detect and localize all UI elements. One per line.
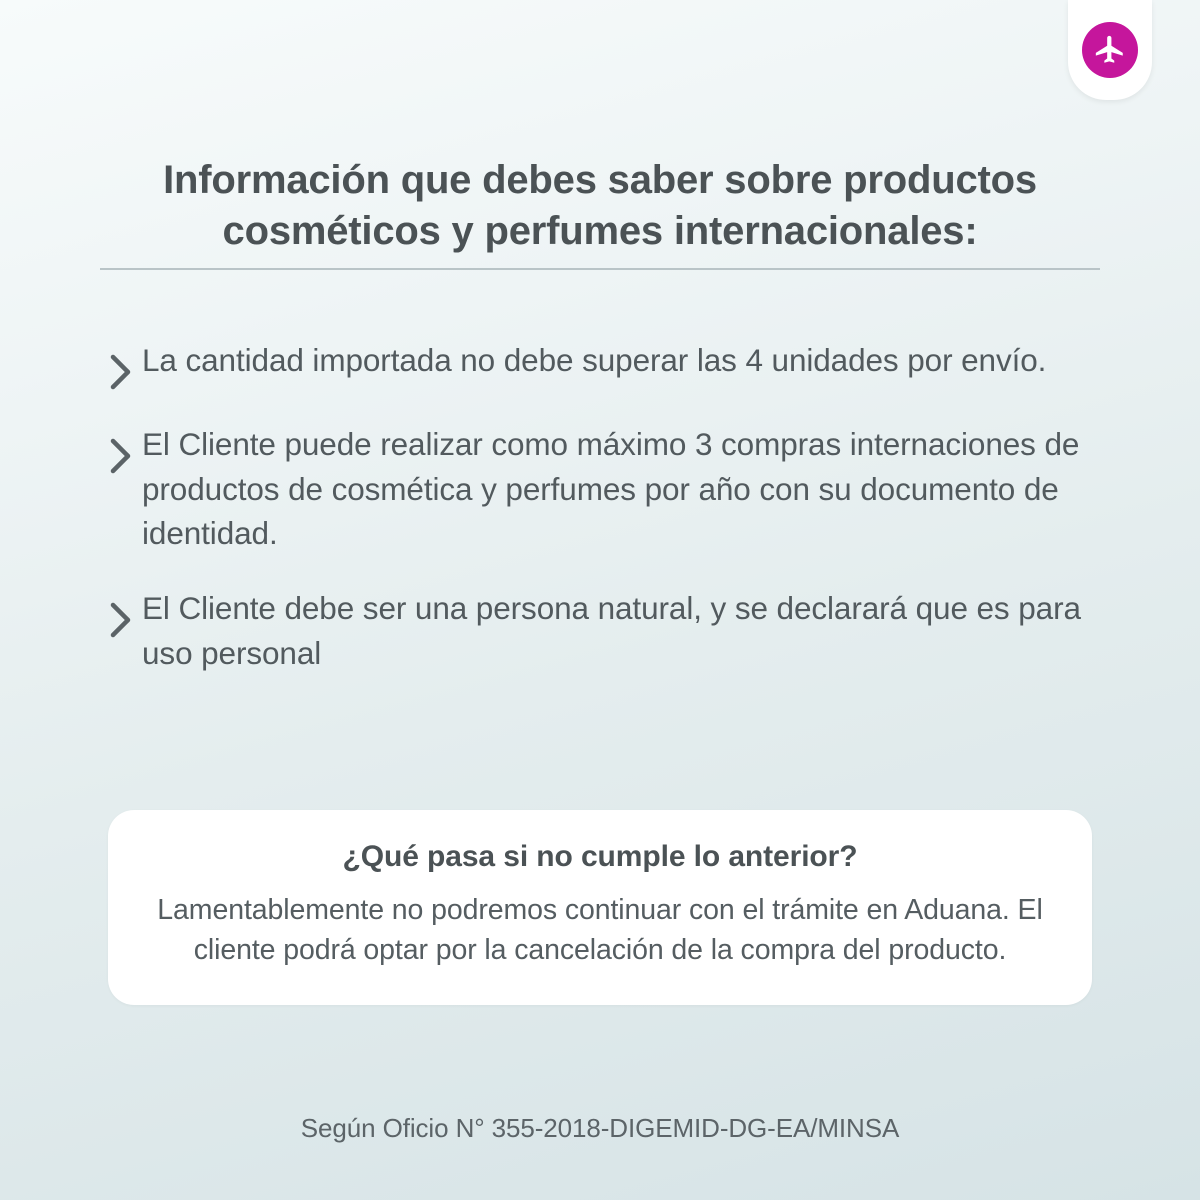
footnote: Según Oficio N° 355-2018-DIGEMID-DG-EA/MINSA <box>300 1113 900 1143</box>
list-item <box>100 586 1110 675</box>
page-title-line-1: Información que debes saber sobre productos <box>163 158 1037 202</box>
list-item-label: La cantidad importada no debe superar las 4 unidades por envío. <box>142 342 1047 378</box>
list-item <box>100 422 1110 556</box>
list-item-label: El Cliente debe ser una persona natural, y se declarará que es para uso personal <box>142 590 1081 671</box>
list-item-label: El Cliente puede realizar como máximo 3 compras internaciones de productos de cosmética y perfumes por año con su documento de identidad. <box>142 426 1080 552</box>
page-title <box>100 155 1100 257</box>
page-title-line-2: cosméticos y perfumes internacionales: <box>222 209 978 254</box>
card-body: Lamentablemente no podremos continuar con el trámite en Aduana. El cliente podrá optar por la cancelación de la compra del producto. <box>157 894 1043 967</box>
chevron-right-icon <box>100 338 142 392</box>
chevron-right-icon <box>100 422 142 476</box>
consequence-card <box>108 810 1092 1005</box>
chevron-right-icon <box>100 586 142 640</box>
title-divider <box>100 268 1100 270</box>
list-item <box>100 338 1110 392</box>
bullet-list <box>100 338 1110 706</box>
card-title: ¿Qué pasa si no cumple lo anterior? <box>342 840 858 873</box>
